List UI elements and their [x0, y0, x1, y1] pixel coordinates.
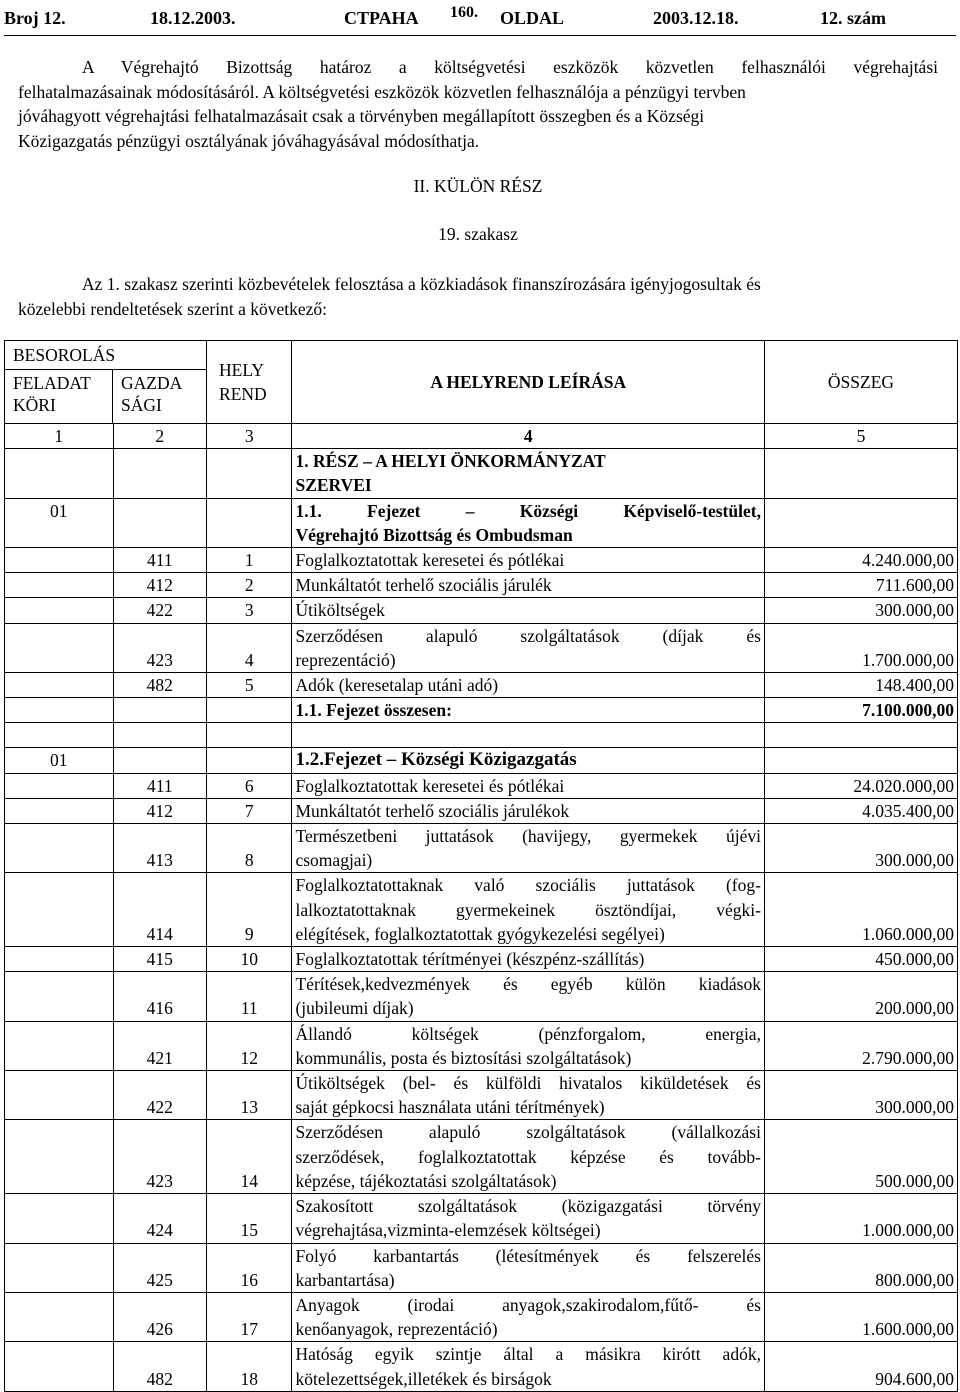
row-description-line: képzése, tájékoztatási szolgáltatások): [295, 1170, 557, 1191]
row-description: [292, 873, 764, 947]
row-gazd-code: 424: [113, 1194, 206, 1243]
row-description-line: karbantartása): [295, 1269, 395, 1290]
row-description: [292, 598, 764, 623]
row-description: [292, 947, 764, 972]
row-gazd-code: 415: [113, 947, 206, 972]
table-row: [5, 873, 958, 947]
row-feladat-cell: [5, 1292, 114, 1341]
row-gazd-code: 425: [113, 1243, 206, 1292]
row-feladat-cell: [5, 1021, 114, 1070]
budget-table: [4, 340, 958, 1392]
row-description: [292, 1342, 764, 1391]
row-description-line: kenőanyagok, reprezentáció): [295, 1319, 498, 1340]
header-page-number: 160.: [450, 4, 478, 21]
row-description: [292, 798, 764, 823]
row-description-line: Hatóság egyik szintje által a másikra kirótt adók,: [295, 1344, 761, 1365]
row-gazd-code: 482: [113, 1342, 206, 1391]
chapter-code: 01: [5, 498, 114, 547]
osszeg-header: ÖSSZEG: [764, 341, 957, 424]
row-rend-number: 2: [207, 573, 292, 598]
row-gazd-code: 422: [113, 1071, 206, 1120]
row-description-line: Állandó költségek (pénzforgalom, energia,: [295, 1023, 761, 1044]
row-amount: 300.000,00: [764, 824, 957, 873]
row-description-line: Útiköltségek: [295, 600, 385, 621]
row-description-line: Útiköltségek (bel- és külföldi hivatalos kiküldetések és: [295, 1073, 761, 1094]
row-description-line: Szakosított szolgáltatások (közigazgatási törvény: [295, 1196, 761, 1217]
table-row: [5, 673, 958, 698]
row-description: [292, 573, 764, 598]
section-line: Az 1. szakasz szerinti közbevételek felosztása a közkiadások finanszírozására igényjogosultak és: [82, 274, 761, 294]
besorolas-cell: [5, 341, 207, 424]
col-number: 3: [207, 424, 292, 449]
table-row: [5, 1021, 958, 1070]
row-description-line: Adók (keresetalap utáni adó): [295, 675, 499, 696]
row-description-line: Foglalkoztatottaknak való szociális juttatások (fog-: [295, 875, 761, 896]
row-description: [292, 1292, 764, 1341]
row-gazd-code: 411: [113, 548, 206, 573]
rend-label: REND: [219, 384, 267, 404]
part-title-row: [5, 449, 958, 498]
header-date-left: 18.12.2003.: [150, 8, 236, 28]
section-line: közelebbi rendeltetések szerint a következő:: [18, 298, 328, 319]
chapter-code: 01: [5, 748, 114, 773]
row-description-line: Folyó karbantartás (létesítmények és felszerelés: [295, 1245, 761, 1266]
header-oldal: OLDAL: [500, 8, 565, 28]
table-row: [5, 573, 958, 598]
intro-line: jóváhagyott végrehajtási felhatalmazásait csak a törvényben megállapított összegben és a Községi: [18, 106, 705, 126]
intro-paragraph: [18, 55, 938, 153]
header-szam: 12. szám: [820, 8, 886, 28]
row-amount: 4.035.400,00: [764, 798, 957, 823]
header-issue: Broj 12.: [4, 8, 66, 28]
leiras-header: A HELYREND LEÍRÁSA: [292, 341, 764, 424]
hely-label: HELY: [219, 360, 264, 380]
row-gazd-code: 411: [113, 773, 206, 798]
row-feladat-cell: [5, 873, 114, 947]
row-rend-number: 4: [207, 623, 292, 672]
row-feladat-cell: [5, 1071, 114, 1120]
chapter-title-line: 1.1. Fejezet – Községi Képviselő-testület,: [295, 500, 761, 521]
row-amount: 148.400,00: [764, 673, 957, 698]
col-number: 5: [764, 424, 957, 449]
table-row: [5, 798, 958, 823]
row-feladat-cell: [5, 1243, 114, 1292]
row-rend-number: 12: [207, 1021, 292, 1070]
row-amount: 300.000,00: [764, 1071, 957, 1120]
row-description-line: Foglalkoztatottak keresetei és pótlékai: [295, 775, 565, 796]
row-description: [292, 548, 764, 573]
row-description-line: Anyagok (irodai anyagok,szakirodalom,fűtő- és: [295, 1294, 761, 1315]
row-description-line: végrehajtása,vizminta-elemzések költségei): [295, 1220, 601, 1241]
row-description-line: Szerződésen alapuló szolgáltatások (vállalkozási: [295, 1122, 761, 1143]
row-description: [292, 972, 764, 1021]
chapter-total-row: [5, 698, 958, 723]
row-gazd-code: 412: [113, 798, 206, 823]
row-feladat-cell: [5, 623, 114, 672]
row-description: [292, 623, 764, 672]
row-description-line: Szerződésen alapuló szolgáltatások (díjak és: [295, 625, 761, 646]
col-number: 2: [113, 424, 206, 449]
table-row: [5, 972, 958, 1021]
chapter-title-row: [5, 498, 958, 547]
row-rend-number: 17: [207, 1292, 292, 1341]
row-description: [292, 1021, 764, 1070]
column-number-row: [5, 424, 958, 449]
row-amount: 4.240.000,00: [764, 548, 957, 573]
row-rend-number: 8: [207, 824, 292, 873]
chapter2-title: 1.2.Fejezet – Községi Közigazgatás: [292, 748, 764, 773]
row-description-line: (jubileumi díjak): [295, 998, 414, 1019]
row-feladat-cell: [5, 798, 114, 823]
header-date-right: 2003.12.18.: [653, 8, 739, 28]
row-amount: 711.600,00: [764, 573, 957, 598]
row-description: [292, 773, 764, 798]
row-gazd-code: 414: [113, 873, 206, 947]
row-description-line: csomagjai): [295, 850, 373, 871]
row-amount: 500.000,00: [764, 1120, 957, 1194]
row-rend-number: 14: [207, 1120, 292, 1194]
row-feladat-cell: [5, 548, 114, 573]
row-description-line: elégítések, foglalkoztatottak gyógykezelési segélyei): [295, 923, 665, 944]
row-description: [292, 1243, 764, 1292]
table-row: [5, 1342, 958, 1391]
table-row: [5, 1120, 958, 1194]
row-feladat-cell: [5, 947, 114, 972]
row-amount: 24.020.000,00: [764, 773, 957, 798]
table-row: [5, 623, 958, 672]
table-row: [5, 947, 958, 972]
spacer-row: [5, 723, 958, 748]
row-amount: 1.600.000,00: [764, 1292, 957, 1341]
intro-line: Közigazgatás pénzügyi osztályának jóváhagyásával módosíthatja.: [18, 130, 480, 151]
row-feladat-cell: [5, 1194, 114, 1243]
row-rend-number: 6: [207, 773, 292, 798]
chapter-total-label: 1.1. Fejezet összesen:: [292, 698, 764, 723]
row-rend-number: 7: [207, 798, 292, 823]
row-description: [292, 1120, 764, 1194]
row-gazd-code: 482: [113, 673, 206, 698]
chapter-title-line: Végrehajtó Bizottság és Ombudsman: [295, 524, 573, 545]
row-feladat-cell: [5, 972, 114, 1021]
chapter-total-amount: 7.100.000,00: [764, 698, 957, 723]
row-rend-number: 18: [207, 1342, 292, 1391]
row-description-line: Természetbeni juttatások (havijegy, gyermekek újévi: [295, 826, 761, 847]
row-description-line: kommunális, posta és biztosítási szolgáltatások): [295, 1047, 632, 1068]
row-gazd-code: 416: [113, 972, 206, 1021]
table-row: [5, 824, 958, 873]
row-feladat-cell: [5, 773, 114, 798]
chapter-title-row: [5, 748, 958, 773]
row-description-line: szerződések, foglalkoztatottak képzése és tovább-: [295, 1146, 761, 1167]
part1-title-line: 1. RÉSZ – A HELYI ÖNKORMÁNYZAT: [295, 451, 606, 472]
col-number: 1: [5, 424, 114, 449]
kori-label: KÖRI: [13, 395, 56, 415]
row-description-line: lalkoztatottaknak gyermekeinek ösztöndíjai, végki-: [295, 899, 761, 920]
intro-line: A Végrehajtó Bizottság határoz a költségvetési eszközök közvetlen felhasználói végrehajtási: [82, 57, 938, 77]
row-description: [292, 1071, 764, 1120]
row-description-line: kötelezettségek,illetékek és birságok: [295, 1368, 552, 1389]
row-amount: 1.060.000,00: [764, 873, 957, 947]
row-description: [292, 673, 764, 698]
page-header: [4, 0, 956, 36]
table-row: [5, 1292, 958, 1341]
row-amount: 1.700.000,00: [764, 623, 957, 672]
row-amount: 200.000,00: [764, 972, 957, 1021]
row-description-line: reprezentáció): [295, 649, 396, 670]
row-gazd-code: 421: [113, 1021, 206, 1070]
row-feladat-cell: [5, 573, 114, 598]
row-amount: 2.790.000,00: [764, 1021, 957, 1070]
row-gazd-code: 423: [113, 623, 206, 672]
row-rend-number: 10: [207, 947, 292, 972]
col-number: 4: [292, 424, 764, 449]
table-row: [5, 1243, 958, 1292]
row-description-line: saját gépkocsi használata utáni térítmények): [295, 1097, 605, 1118]
part-title: II. KÜLÖN RÉSZ: [413, 176, 543, 196]
feladat-label: FELADAT: [13, 373, 91, 393]
part1-title-line: SZERVEI: [295, 475, 372, 496]
row-rend-number: 13: [207, 1071, 292, 1120]
row-rend-number: 15: [207, 1194, 292, 1243]
row-gazd-code: 423: [113, 1120, 206, 1194]
row-gazd-code: 413: [113, 824, 206, 873]
row-description-line: Munkáltatót terhelő szociális járulék: [295, 575, 552, 596]
table-header-row: [5, 341, 958, 424]
gazda-label: GAZDA: [121, 373, 183, 393]
sagi-label: SÁGI: [121, 395, 162, 415]
row-amount: 800.000,00: [764, 1243, 957, 1292]
row-description: [292, 1194, 764, 1243]
row-gazd-code: 422: [113, 598, 206, 623]
table-row: [5, 1071, 958, 1120]
row-amount: 904.600,00: [764, 1342, 957, 1391]
row-rend-number: 5: [207, 673, 292, 698]
hely-rend-cell: [207, 341, 292, 424]
part1-title: [292, 449, 764, 498]
row-rend-number: 1: [207, 548, 292, 573]
section-paragraph: [18, 272, 938, 321]
row-feladat-cell: [5, 824, 114, 873]
besorolas-label: BESOROLÁS: [5, 341, 206, 370]
chapter2-rows: [5, 773, 958, 1391]
section-title: 19. szakasz: [438, 224, 518, 244]
row-rend-number: 3: [207, 598, 292, 623]
row-description-line: Foglalkoztatottak térítményei (készpénz-szállítás): [295, 949, 645, 970]
row-feladat-cell: [5, 1120, 114, 1194]
table-row: [5, 548, 958, 573]
row-description-line: Foglalkoztatottak keresetei és pótlékai: [295, 550, 565, 571]
row-description-line: Munkáltatót terhelő szociális járulékok: [295, 800, 570, 821]
row-gazd-code: 412: [113, 573, 206, 598]
table-row: [5, 598, 958, 623]
row-rend-number: 9: [207, 873, 292, 947]
table-row: [5, 773, 958, 798]
row-description-line: Térítések,kedvezmények és egyéb külön kiadások: [295, 974, 761, 995]
row-description: [292, 824, 764, 873]
chapter1-rows: [5, 548, 958, 698]
row-amount: 1.000.000,00: [764, 1194, 957, 1243]
row-rend-number: 16: [207, 1243, 292, 1292]
row-amount: 450.000,00: [764, 947, 957, 972]
row-feladat-cell: [5, 673, 114, 698]
header-strana: CTPAHA: [344, 8, 419, 28]
intro-line: felhatalmazásainak módosításáról. A költségvetési eszközök közvetlen felhasználója a pénzügyi tervben: [18, 81, 746, 102]
row-rend-number: 11: [207, 972, 292, 1021]
row-gazd-code: 426: [113, 1292, 206, 1341]
row-feladat-cell: [5, 1342, 114, 1391]
row-amount: 300.000,00: [764, 598, 957, 623]
chapter1-title: [292, 498, 764, 547]
row-feladat-cell: [5, 598, 114, 623]
table-row: [5, 1194, 958, 1243]
